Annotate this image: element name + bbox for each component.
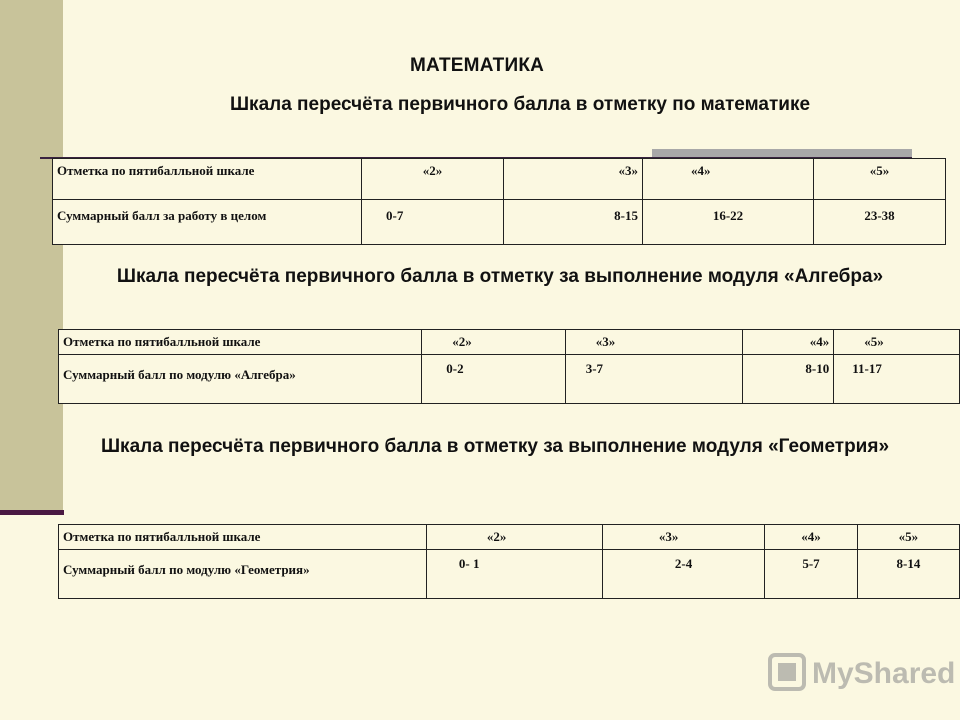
- table-row: [59, 330, 960, 355]
- row-label-grade: Отметка по пятибалльной шкале: [53, 159, 362, 200]
- table-row: [59, 355, 960, 404]
- table-row: [59, 550, 960, 599]
- grade-cell: «5»: [857, 525, 959, 550]
- score-cell: 0-2: [422, 355, 565, 404]
- section-heading-algebra: Шкала пересчёта первичного балла в отметку за выполнение модуля «Алгебра»: [116, 266, 884, 287]
- score-cell: 8-10: [742, 355, 833, 404]
- score-cell: 23-38: [814, 200, 946, 245]
- score-cell: 5-7: [765, 550, 858, 599]
- page-title: МАТЕМАТИКА: [410, 55, 545, 76]
- score-cell: 11-17: [834, 355, 960, 404]
- scale-table-overall: [52, 158, 946, 245]
- score-cell: 8-14: [857, 550, 959, 599]
- row-label-grade: Отметка по пятибалльной шкале: [59, 525, 427, 550]
- scale-table-algebra: [58, 329, 960, 404]
- score-cell: 2-4: [602, 550, 764, 599]
- row-label-score: Суммарный балл за работу в целом: [53, 200, 362, 245]
- row-label-grade: Отметка по пятибалльной шкале: [59, 330, 422, 355]
- watermark: [768, 654, 955, 694]
- table-row: [53, 200, 946, 245]
- score-cell: 3-7: [565, 355, 742, 404]
- grade-cell: «5»: [834, 330, 960, 355]
- grade-cell: «4»: [643, 159, 814, 200]
- table-row: [53, 159, 946, 200]
- score-cell: 0-7: [362, 200, 504, 245]
- grade-cell: «3»: [602, 525, 764, 550]
- grade-cell: «2»: [362, 159, 504, 200]
- scale-table-geometry: [58, 524, 960, 599]
- score-cell: 8-15: [504, 200, 643, 245]
- grade-cell: «3»: [504, 159, 643, 200]
- grade-cell: «4»: [765, 525, 858, 550]
- table-row: [59, 525, 960, 550]
- row-label-score: Суммарный балл по модулю «Алгебра»: [59, 355, 422, 404]
- myshared-logo-icon: [768, 653, 806, 696]
- grade-cell: «4»: [742, 330, 833, 355]
- watermark-text: MyShared: [812, 657, 956, 690]
- section-heading-geometry: Шкала пересчёта первичного балла в отметку за выполнение модуля «Геометрия»: [100, 436, 890, 457]
- grade-cell: «3»: [565, 330, 742, 355]
- left-decor-rule: [0, 510, 64, 515]
- score-cell: 16-22: [643, 200, 814, 245]
- grade-cell: «2»: [422, 330, 565, 355]
- section-heading-overall: Шкала пересчёта первичного балла в отметку по математике: [229, 94, 811, 115]
- row-label-score: Суммарный балл по модулю «Геометрия»: [59, 550, 427, 599]
- top-grey-rule: [652, 149, 912, 157]
- grade-cell: «5»: [814, 159, 946, 200]
- grade-cell: «2»: [426, 525, 602, 550]
- score-cell: 0- 1: [426, 550, 602, 599]
